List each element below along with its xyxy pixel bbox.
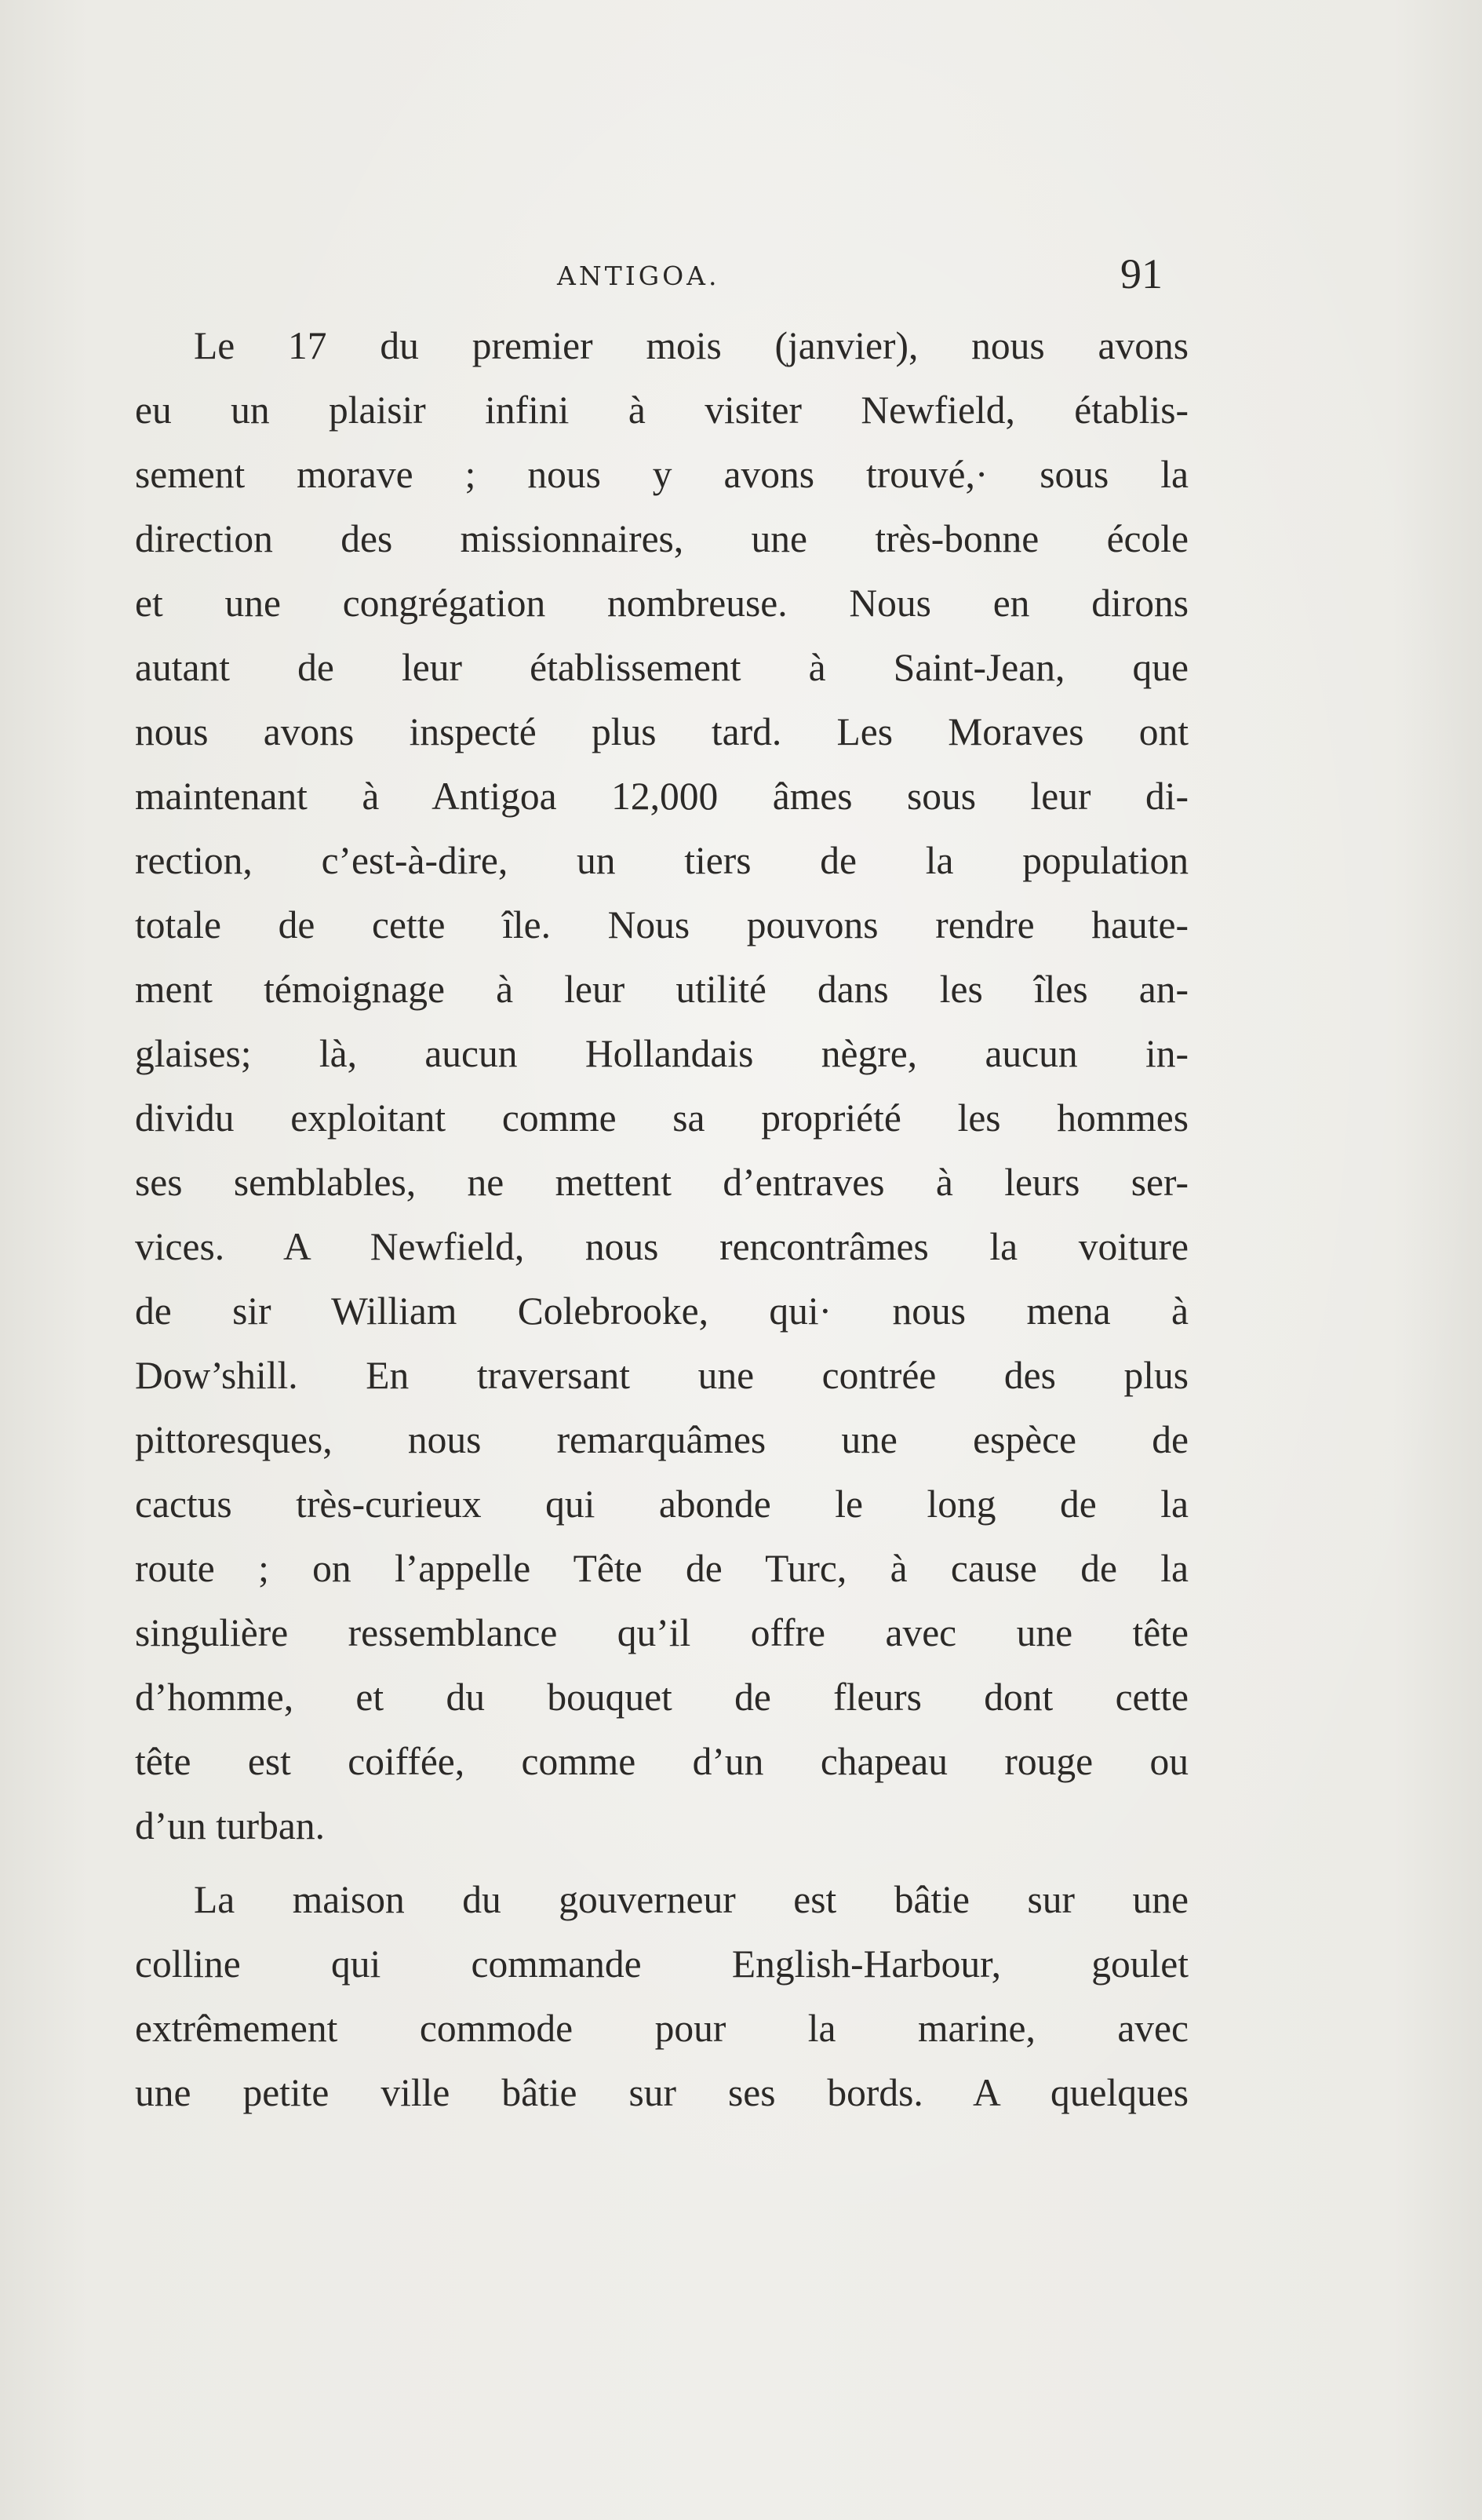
paragraph-gap: [135, 1858, 1189, 1868]
text-line: Dow’shill. En traversant une contrée des plus: [135, 1354, 1189, 1397]
text-line: cactus très-curieux qui abonde le long de la: [135, 1482, 1189, 1526]
text-line: et une congrégation nombreuse. Nous en dirons: [135, 582, 1189, 625]
text-line: Le 17 du premier mois (janvier), nous avons: [194, 324, 1189, 367]
text-line: tête est coiffée, comme d’un chapeau rouge ou: [135, 1740, 1189, 1783]
body-text: [135, 314, 1189, 2125]
text-line: d’homme, et du bouquet de fleurs dont cette: [135, 1676, 1189, 1719]
text-line: vices. A Newfield, nous rencontrâmes la voiture: [135, 1225, 1189, 1268]
text-line: nous avons inspecté plus tard. Les Moraves ont: [135, 710, 1189, 753]
text-line: glaises; là, aucun Hollandais nègre, aucun in-: [135, 1032, 1189, 1075]
text-line: une petite ville bâtie sur ses bords. A quelques: [135, 2071, 1189, 2114]
page-header: [133, 250, 1185, 300]
text-line: direction des missionnaires, une très-bonne école: [135, 517, 1189, 560]
text-line: de sir William Colebrooke, qui· nous mena à: [135, 1289, 1189, 1333]
paragraph-2: [135, 1868, 1189, 2125]
page-number: 91: [1120, 250, 1163, 297]
text-line: rection, c’est-à-dire, un tiers de la population: [135, 839, 1189, 882]
text-line: pittoresques, nous remarquâmes une espèce de: [135, 1418, 1189, 1461]
text-line: eu un plaisir infini à visiter Newfield, établis-: [135, 388, 1189, 432]
text-line: ses semblables, ne mettent d’entraves à leurs ser-: [135, 1161, 1189, 1204]
text-line: La maison du gouverneur est bâtie sur une: [194, 1878, 1189, 1921]
text-line: colline qui commande English-Harbour, goulet: [135, 1942, 1189, 1986]
paragraph-1: [135, 314, 1189, 1858]
text-line: route ; on l’appelle Tête de Turc, à cause de la: [135, 1547, 1189, 1590]
text-line: sement morave ; nous y avons trouvé,· sous la: [135, 453, 1189, 496]
text-line: totale de cette île. Nous pouvons rendre haute-: [135, 903, 1189, 946]
text-line: ment témoignage à leur utilité dans les îles an-: [135, 968, 1189, 1011]
text-line: dividu exploitant comme sa propriété les hommes: [135, 1096, 1189, 1140]
text-line: d’un turban.: [135, 1804, 325, 1847]
text-line: maintenant à Antigoa 12,000 âmes sous leur di-: [135, 775, 1189, 818]
text-line: singulière ressemblance qu’il offre avec une tête: [135, 1611, 1189, 1654]
text-line: autant de leur établissement à Saint-Jean, que: [135, 646, 1189, 689]
text-line: extrêmement commode pour la marine, avec: [135, 2007, 1189, 2050]
running-head: ANTIGOA.: [557, 261, 720, 291]
